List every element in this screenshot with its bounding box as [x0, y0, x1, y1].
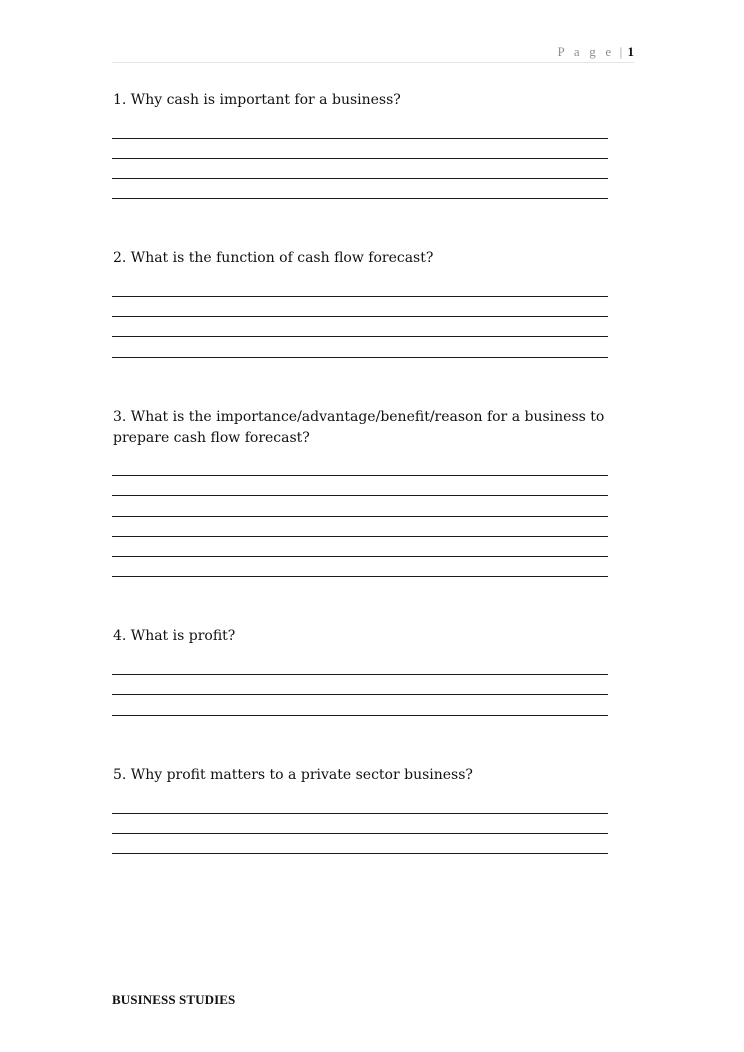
answer-line[interactable]	[112, 296, 608, 297]
answer-line[interactable]	[112, 674, 608, 675]
question-4	[113, 626, 623, 647]
answer-line[interactable]	[112, 813, 608, 814]
footer-subject: BUSINESS STUDIES	[112, 992, 236, 1007]
page-number: 1	[627, 44, 634, 59]
question-2	[113, 248, 623, 269]
page-number-label	[557, 44, 634, 60]
question-text: 3. What is the importance/advantage/benefit/reason for a business to prepare cash flow forecast?	[113, 409, 605, 446]
answer-line[interactable]	[112, 336, 608, 337]
question-text: 1. Why cash is important for a business?	[113, 92, 401, 108]
answer-line[interactable]	[112, 556, 608, 557]
answer-line[interactable]	[112, 536, 608, 537]
page-word: P a g e	[557, 44, 615, 59]
question-5	[113, 765, 623, 786]
question-text: 2. What is the function of cash flow forecast?	[113, 250, 434, 266]
answer-line[interactable]	[112, 516, 608, 517]
question-text: 4. What is profit?	[113, 628, 236, 644]
answer-line[interactable]	[112, 178, 608, 179]
answer-line[interactable]	[112, 138, 608, 139]
answer-line[interactable]	[112, 833, 608, 834]
answer-line[interactable]	[112, 495, 608, 496]
question-3	[113, 407, 623, 449]
question-1	[113, 90, 623, 111]
answer-line[interactable]	[112, 715, 608, 716]
answer-line[interactable]	[112, 853, 608, 854]
question-text: 5. Why profit matters to a private sector business?	[113, 767, 473, 783]
answer-line[interactable]	[112, 475, 608, 476]
answer-line[interactable]	[112, 316, 608, 317]
page-separator: |	[619, 44, 623, 59]
page-header	[112, 44, 634, 63]
answer-line[interactable]	[112, 576, 608, 577]
answer-line[interactable]	[112, 158, 608, 159]
answer-line[interactable]	[112, 357, 608, 358]
answer-line[interactable]	[112, 198, 608, 199]
answer-line[interactable]	[112, 694, 608, 695]
